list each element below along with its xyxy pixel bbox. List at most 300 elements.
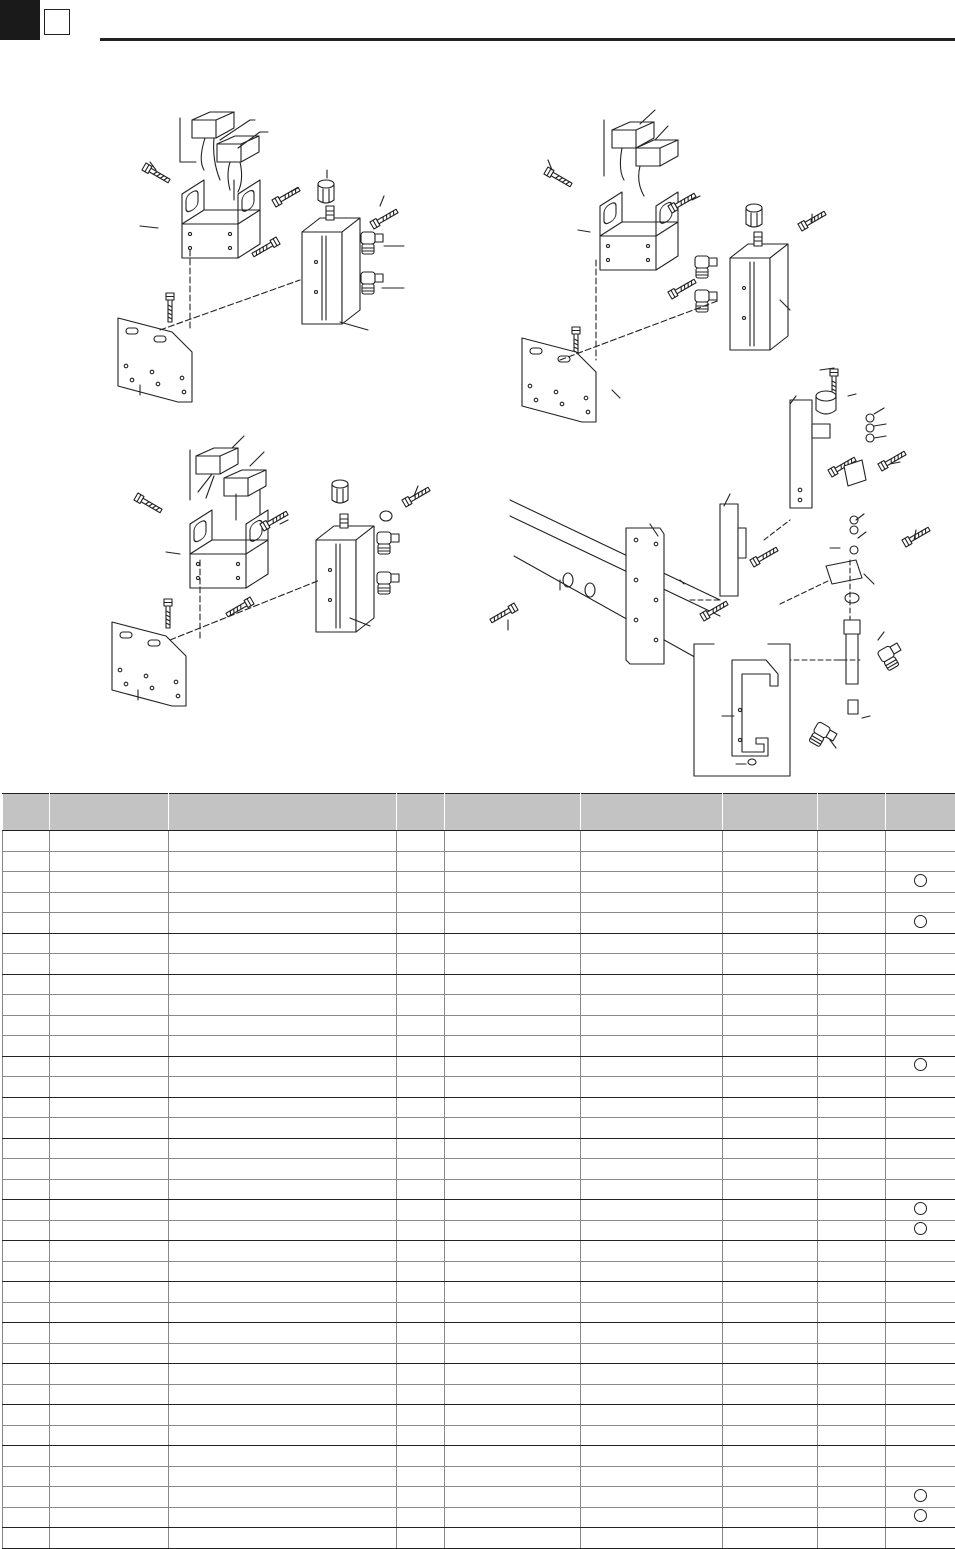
table-cell bbox=[169, 1405, 397, 1426]
table-cell bbox=[169, 1528, 397, 1549]
table-row bbox=[3, 1138, 955, 1159]
table-cell bbox=[50, 1466, 169, 1487]
table-cell bbox=[3, 1405, 50, 1426]
table-cell bbox=[445, 1159, 581, 1180]
table-cell bbox=[397, 954, 445, 975]
table-row bbox=[3, 1405, 955, 1426]
table-cell bbox=[169, 1056, 397, 1077]
table-cell bbox=[3, 831, 50, 852]
table-cell bbox=[50, 1343, 169, 1364]
mark-cell bbox=[886, 1507, 955, 1528]
table-cell bbox=[169, 1425, 397, 1446]
table-cell bbox=[3, 1343, 50, 1364]
table-row bbox=[3, 974, 955, 995]
table-cell bbox=[723, 1036, 818, 1057]
circle-mark-icon bbox=[914, 1058, 927, 1071]
table-cell bbox=[397, 1077, 445, 1098]
table-cell bbox=[397, 1261, 445, 1282]
table-cell bbox=[3, 1220, 50, 1241]
table-cell bbox=[818, 1220, 886, 1241]
table-cell bbox=[169, 1507, 397, 1528]
table-cell bbox=[445, 1118, 581, 1139]
table-cell bbox=[818, 1118, 886, 1139]
table-cell bbox=[818, 1036, 886, 1057]
table-cell bbox=[397, 1302, 445, 1323]
table-cell bbox=[445, 1507, 581, 1528]
table-cell bbox=[445, 1036, 581, 1057]
table-body bbox=[3, 831, 955, 1549]
table-cell bbox=[50, 1200, 169, 1221]
table-cell bbox=[50, 1425, 169, 1446]
table-cell bbox=[818, 1138, 886, 1159]
table-cell bbox=[50, 933, 169, 954]
table-cell bbox=[818, 831, 886, 852]
table-cell bbox=[445, 1220, 581, 1241]
table-cell bbox=[397, 995, 445, 1016]
table-cell bbox=[169, 851, 397, 872]
table-cell bbox=[169, 1015, 397, 1036]
assembly-top-right bbox=[522, 110, 827, 422]
table-cell bbox=[397, 1446, 445, 1467]
table-cell bbox=[818, 913, 886, 934]
mark-cell bbox=[886, 1241, 955, 1262]
table-cell bbox=[169, 1220, 397, 1241]
table-cell bbox=[169, 933, 397, 954]
table-cell bbox=[581, 933, 723, 954]
table-cell bbox=[3, 1036, 50, 1057]
table-cell bbox=[818, 872, 886, 893]
table-cell bbox=[581, 1302, 723, 1323]
table-cell bbox=[445, 1138, 581, 1159]
table-cell bbox=[397, 1056, 445, 1077]
table-cell bbox=[445, 1405, 581, 1426]
table-cell bbox=[397, 1384, 445, 1405]
table-cell bbox=[818, 1364, 886, 1385]
table-row bbox=[3, 831, 955, 852]
table-cell bbox=[581, 995, 723, 1016]
table-cell bbox=[445, 1343, 581, 1364]
table-cell bbox=[3, 1159, 50, 1180]
table-cell bbox=[397, 1405, 445, 1426]
table-cell bbox=[50, 1220, 169, 1241]
table-cell bbox=[169, 995, 397, 1016]
table-cell bbox=[169, 1466, 397, 1487]
table-cell bbox=[50, 974, 169, 995]
circle-mark-icon bbox=[914, 915, 927, 928]
table-cell bbox=[169, 974, 397, 995]
table-cell bbox=[397, 1220, 445, 1241]
table-cell bbox=[445, 1179, 581, 1200]
table-cell bbox=[818, 1015, 886, 1036]
mark-cell bbox=[886, 1282, 955, 1303]
table-row bbox=[3, 1466, 955, 1487]
table-row bbox=[3, 1343, 955, 1364]
table-cell bbox=[723, 1425, 818, 1446]
table-cell bbox=[50, 995, 169, 1016]
table-cell bbox=[581, 1097, 723, 1118]
table-cell bbox=[723, 933, 818, 954]
parts-list-table bbox=[2, 793, 955, 1549]
table-cell bbox=[818, 1282, 886, 1303]
table-cell bbox=[3, 1528, 50, 1549]
table-cell bbox=[818, 954, 886, 975]
table-cell bbox=[581, 1036, 723, 1057]
table-cell bbox=[50, 831, 169, 852]
mark-cell bbox=[886, 1302, 955, 1323]
table-cell bbox=[445, 1323, 581, 1344]
mark-cell bbox=[886, 1200, 955, 1221]
table-cell bbox=[169, 1077, 397, 1098]
table-cell bbox=[50, 1323, 169, 1344]
table-cell bbox=[397, 831, 445, 852]
table-cell bbox=[50, 1384, 169, 1405]
table-cell bbox=[445, 913, 581, 934]
table-cell bbox=[445, 974, 581, 995]
table-cell bbox=[50, 1487, 169, 1508]
table-row bbox=[3, 913, 955, 934]
table-cell bbox=[169, 954, 397, 975]
table-cell bbox=[3, 1077, 50, 1098]
circle-mark-icon bbox=[914, 1222, 927, 1235]
table-cell bbox=[3, 1425, 50, 1446]
table-cell bbox=[169, 1364, 397, 1385]
table-cell bbox=[50, 1056, 169, 1077]
table-cell bbox=[723, 1302, 818, 1323]
table-cell bbox=[397, 1159, 445, 1180]
circle-mark-icon bbox=[914, 1489, 927, 1502]
table-row bbox=[3, 1077, 955, 1098]
table-cell bbox=[723, 913, 818, 934]
table-cell bbox=[3, 1200, 50, 1221]
mark-cell bbox=[886, 1220, 955, 1241]
table-row bbox=[3, 1425, 955, 1446]
table-cell bbox=[397, 872, 445, 893]
table-cell bbox=[581, 1138, 723, 1159]
table-row bbox=[3, 1446, 955, 1467]
table-cell bbox=[3, 1138, 50, 1159]
table-cell bbox=[50, 1507, 169, 1528]
table-cell bbox=[397, 974, 445, 995]
table-cell bbox=[445, 1015, 581, 1036]
mark-cell bbox=[886, 1015, 955, 1036]
col-header bbox=[818, 794, 886, 831]
table-cell bbox=[3, 1056, 50, 1077]
circle-mark-icon bbox=[914, 874, 927, 887]
table-row bbox=[3, 933, 955, 954]
table-cell bbox=[169, 1261, 397, 1282]
table-row bbox=[3, 892, 955, 913]
table-row bbox=[3, 1015, 955, 1036]
mark-cell bbox=[886, 933, 955, 954]
table-cell bbox=[723, 851, 818, 872]
table-cell bbox=[723, 1200, 818, 1221]
table-row bbox=[3, 1487, 955, 1508]
table-cell bbox=[3, 974, 50, 995]
table-row bbox=[3, 1241, 955, 1262]
table-cell bbox=[818, 1097, 886, 1118]
table-cell bbox=[397, 1036, 445, 1057]
table-cell bbox=[3, 1364, 50, 1385]
table-cell bbox=[397, 1507, 445, 1528]
table-cell bbox=[723, 1179, 818, 1200]
table-cell bbox=[445, 1528, 581, 1549]
table-cell bbox=[169, 1302, 397, 1323]
table-cell bbox=[581, 1261, 723, 1282]
table-cell bbox=[3, 1487, 50, 1508]
table-cell bbox=[3, 872, 50, 893]
table-cell bbox=[397, 1200, 445, 1221]
table-cell bbox=[397, 1179, 445, 1200]
table-cell bbox=[397, 1466, 445, 1487]
table-cell bbox=[818, 933, 886, 954]
table-cell bbox=[397, 892, 445, 913]
mark-cell bbox=[886, 1466, 955, 1487]
table-cell bbox=[397, 1528, 445, 1549]
table-cell bbox=[581, 1405, 723, 1426]
table-cell bbox=[397, 1282, 445, 1303]
table-cell bbox=[723, 954, 818, 975]
table-row bbox=[3, 995, 955, 1016]
mark-cell bbox=[886, 1179, 955, 1200]
table-cell bbox=[169, 892, 397, 913]
col-header bbox=[723, 794, 818, 831]
table-cell bbox=[445, 1097, 581, 1118]
table-cell bbox=[818, 1528, 886, 1549]
assembly-bottom-left bbox=[112, 436, 431, 706]
table-cell bbox=[818, 1446, 886, 1467]
table-cell bbox=[818, 1343, 886, 1364]
table-cell bbox=[169, 1446, 397, 1467]
detail-inset-box bbox=[694, 644, 790, 776]
table-header-row bbox=[3, 794, 955, 831]
table-cell bbox=[818, 1179, 886, 1200]
table-cell bbox=[50, 1528, 169, 1549]
table-cell bbox=[723, 1138, 818, 1159]
table-cell bbox=[50, 851, 169, 872]
table-cell bbox=[3, 1466, 50, 1487]
table-cell bbox=[723, 1507, 818, 1528]
table-cell bbox=[581, 954, 723, 975]
table-cell bbox=[445, 872, 581, 893]
circle-mark-icon bbox=[914, 1202, 927, 1215]
table-cell bbox=[723, 831, 818, 852]
table-cell bbox=[581, 1200, 723, 1221]
table-cell bbox=[818, 1405, 886, 1426]
table-cell bbox=[818, 1159, 886, 1180]
table-cell bbox=[581, 1528, 723, 1549]
table-cell bbox=[397, 1364, 445, 1385]
table-cell bbox=[723, 1323, 818, 1344]
col-header bbox=[581, 794, 723, 831]
table-cell bbox=[581, 1015, 723, 1036]
table-row bbox=[3, 1323, 955, 1344]
table-cell bbox=[581, 1159, 723, 1180]
table-cell bbox=[50, 1302, 169, 1323]
table-cell bbox=[397, 1425, 445, 1446]
table-row bbox=[3, 1118, 955, 1139]
table-row bbox=[3, 1282, 955, 1303]
table-cell bbox=[397, 1097, 445, 1118]
table-cell bbox=[50, 1118, 169, 1139]
table-cell bbox=[169, 1343, 397, 1364]
mark-cell bbox=[886, 1528, 955, 1549]
table-cell bbox=[3, 933, 50, 954]
table-row bbox=[3, 1220, 955, 1241]
table-cell bbox=[3, 913, 50, 934]
table-cell bbox=[169, 1097, 397, 1118]
table-cell bbox=[723, 1118, 818, 1139]
table-cell bbox=[818, 974, 886, 995]
table-row bbox=[3, 1179, 955, 1200]
table-cell bbox=[169, 1179, 397, 1200]
table-cell bbox=[397, 933, 445, 954]
table-cell bbox=[3, 1282, 50, 1303]
table-cell bbox=[169, 1282, 397, 1303]
table-cell bbox=[169, 1118, 397, 1139]
table-cell bbox=[445, 1466, 581, 1487]
table-row bbox=[3, 1384, 955, 1405]
table-cell bbox=[50, 872, 169, 893]
table-row bbox=[3, 1159, 955, 1180]
table-cell bbox=[50, 1282, 169, 1303]
table-cell bbox=[397, 1118, 445, 1139]
table-cell bbox=[445, 1384, 581, 1405]
table-cell bbox=[50, 1179, 169, 1200]
table-cell bbox=[581, 1077, 723, 1098]
table-cell bbox=[50, 1446, 169, 1467]
table-cell bbox=[723, 1241, 818, 1262]
mark-cell bbox=[886, 872, 955, 893]
table-cell bbox=[445, 851, 581, 872]
table-cell bbox=[397, 1323, 445, 1344]
table-cell bbox=[169, 1036, 397, 1057]
table-cell bbox=[3, 1507, 50, 1528]
table-cell bbox=[581, 1446, 723, 1467]
table-row bbox=[3, 1528, 955, 1549]
table-cell bbox=[723, 1220, 818, 1241]
table-cell bbox=[3, 1097, 50, 1118]
table-cell bbox=[818, 1241, 886, 1262]
table-cell bbox=[818, 1487, 886, 1508]
table-cell bbox=[50, 913, 169, 934]
table-cell bbox=[581, 1466, 723, 1487]
table-cell bbox=[169, 831, 397, 852]
table-cell bbox=[581, 974, 723, 995]
table-row bbox=[3, 1036, 955, 1057]
col-header bbox=[3, 794, 50, 831]
table-cell bbox=[581, 831, 723, 852]
table-cell bbox=[169, 1159, 397, 1180]
table-cell bbox=[581, 1425, 723, 1446]
table-cell bbox=[445, 1077, 581, 1098]
table-cell bbox=[723, 1261, 818, 1282]
table-cell bbox=[169, 1200, 397, 1221]
table-cell bbox=[723, 1466, 818, 1487]
table-cell bbox=[50, 892, 169, 913]
table-cell bbox=[818, 1077, 886, 1098]
table-cell bbox=[723, 1159, 818, 1180]
table-row bbox=[3, 1056, 955, 1077]
table-cell bbox=[445, 1241, 581, 1262]
table-cell bbox=[723, 1405, 818, 1426]
table-cell bbox=[818, 1302, 886, 1323]
table-row bbox=[3, 1097, 955, 1118]
table-row bbox=[3, 1507, 955, 1528]
table-cell bbox=[581, 1343, 723, 1364]
table-cell bbox=[581, 1384, 723, 1405]
assembly-top-left bbox=[118, 112, 404, 402]
table-cell bbox=[3, 1323, 50, 1344]
table-cell bbox=[3, 1015, 50, 1036]
table-cell bbox=[50, 1015, 169, 1036]
col-header bbox=[445, 794, 581, 831]
table-row bbox=[3, 1364, 955, 1385]
table-cell bbox=[445, 1364, 581, 1385]
table-cell bbox=[445, 1261, 581, 1282]
table-cell bbox=[723, 1056, 818, 1077]
table-cell bbox=[3, 1241, 50, 1262]
mark-cell bbox=[886, 954, 955, 975]
table-cell bbox=[169, 1138, 397, 1159]
table-cell bbox=[50, 1077, 169, 1098]
mark-cell bbox=[886, 1323, 955, 1344]
table-cell bbox=[581, 892, 723, 913]
table-cell bbox=[581, 851, 723, 872]
table-cell bbox=[581, 913, 723, 934]
col-header bbox=[397, 794, 445, 831]
table-cell bbox=[581, 872, 723, 893]
mark-cell bbox=[886, 1343, 955, 1364]
table-cell bbox=[818, 1323, 886, 1344]
table-cell bbox=[50, 1364, 169, 1385]
table-cell bbox=[818, 851, 886, 872]
table-cell bbox=[581, 1323, 723, 1344]
table-cell bbox=[818, 1056, 886, 1077]
table-cell bbox=[445, 831, 581, 852]
table-cell bbox=[723, 1487, 818, 1508]
mark-cell bbox=[886, 974, 955, 995]
table-cell bbox=[3, 1384, 50, 1405]
table-cell bbox=[50, 1405, 169, 1426]
table-cell bbox=[169, 1384, 397, 1405]
mark-cell bbox=[886, 1159, 955, 1180]
table-cell bbox=[445, 1282, 581, 1303]
table-cell bbox=[50, 1261, 169, 1282]
table-cell bbox=[581, 1056, 723, 1077]
mark-cell bbox=[886, 1425, 955, 1446]
table-row bbox=[3, 872, 955, 893]
table-row bbox=[3, 1302, 955, 1323]
table-cell bbox=[818, 1261, 886, 1282]
table-cell bbox=[3, 995, 50, 1016]
table-cell bbox=[445, 1200, 581, 1221]
mark-cell bbox=[886, 1138, 955, 1159]
mark-cell bbox=[886, 1097, 955, 1118]
table-cell bbox=[445, 1056, 581, 1077]
mark-cell bbox=[886, 1036, 955, 1057]
table-cell bbox=[818, 892, 886, 913]
table-cell bbox=[581, 1241, 723, 1262]
table-cell bbox=[3, 1446, 50, 1467]
table-cell bbox=[3, 1118, 50, 1139]
table-cell bbox=[50, 1159, 169, 1180]
table-cell bbox=[818, 1384, 886, 1405]
table-cell bbox=[723, 1343, 818, 1364]
table-cell bbox=[3, 892, 50, 913]
table-cell bbox=[581, 1282, 723, 1303]
table-cell bbox=[723, 1077, 818, 1098]
table-cell bbox=[723, 1446, 818, 1467]
